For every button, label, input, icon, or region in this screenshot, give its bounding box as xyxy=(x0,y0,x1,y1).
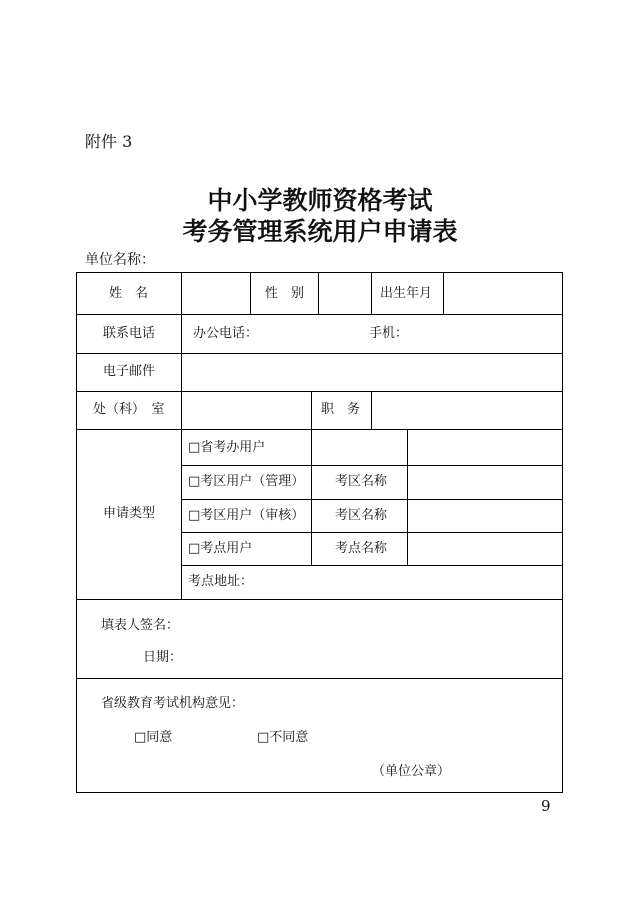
form-title-line-2: 考务管理系统用户申请表 xyxy=(182,217,458,246)
district-name-label: 考区名称 xyxy=(335,508,388,523)
table-border-top xyxy=(76,272,563,273)
column-divider xyxy=(318,272,319,315)
office-phone-label: 办公电话： xyxy=(193,326,259,341)
row-divider xyxy=(76,353,563,354)
column-divider xyxy=(311,391,312,566)
attachment-label: 附件 3 xyxy=(85,132,133,151)
row-divider xyxy=(181,499,563,500)
application-type-label: 申请类型 xyxy=(103,506,156,521)
row-divider xyxy=(181,465,563,466)
position-label: 职 务 xyxy=(321,402,361,417)
mobile-phone-label: 手机： xyxy=(369,326,409,341)
column-divider xyxy=(250,272,251,315)
email-label: 电子邮件 xyxy=(103,364,156,379)
table-border-bottom xyxy=(76,792,563,793)
unit-name-label: 单位名称： xyxy=(85,252,155,268)
district-name-label: 考区名称 xyxy=(335,474,388,489)
row-divider xyxy=(181,532,563,533)
table-border-left xyxy=(76,272,77,793)
column-divider xyxy=(443,272,444,315)
row-divider xyxy=(181,565,563,566)
disagree-checkbox-label: □不同意 xyxy=(257,730,309,745)
provincial-opinion-label: 省级教育考试机构意见： xyxy=(101,696,245,711)
contact-phone-label: 联系电话 xyxy=(103,326,156,341)
application-form-table xyxy=(76,272,563,793)
row-divider xyxy=(76,314,563,315)
column-divider xyxy=(371,272,372,315)
exam-site-address-label: 考点地址： xyxy=(188,574,254,589)
column-divider xyxy=(407,429,408,566)
name-label: 姓 名 xyxy=(109,286,149,301)
applicant-signature-label: 填表人签名： xyxy=(101,618,180,633)
column-divider xyxy=(181,272,182,600)
signature-date-label: 日期： xyxy=(143,650,183,665)
column-divider xyxy=(371,391,372,430)
row-divider xyxy=(76,391,563,392)
option-provincial-office-user: □省考办用户 xyxy=(188,440,266,455)
option-district-user-review: □考区用户（审核） xyxy=(188,508,305,523)
table-border-right xyxy=(562,272,563,793)
agree-checkbox-label: □同意 xyxy=(134,730,173,745)
row-divider xyxy=(76,599,563,600)
page-number: 9 xyxy=(541,797,551,815)
department-label: 处（科） 室 xyxy=(93,402,165,417)
row-divider xyxy=(76,429,563,430)
birth-date-label: 出生年月 xyxy=(380,286,433,301)
form-title-line-1: 中小学教师资格考试 xyxy=(207,186,433,215)
option-exam-site-user: □考点用户 xyxy=(188,541,253,556)
gender-label: 性 别 xyxy=(265,286,305,301)
row-divider xyxy=(76,678,563,679)
exam-site-name-label: 考点名称 xyxy=(335,541,388,556)
official-seal-label: （单位公章） xyxy=(372,764,451,779)
option-district-user-management: □考区用户（管理） xyxy=(188,474,305,489)
